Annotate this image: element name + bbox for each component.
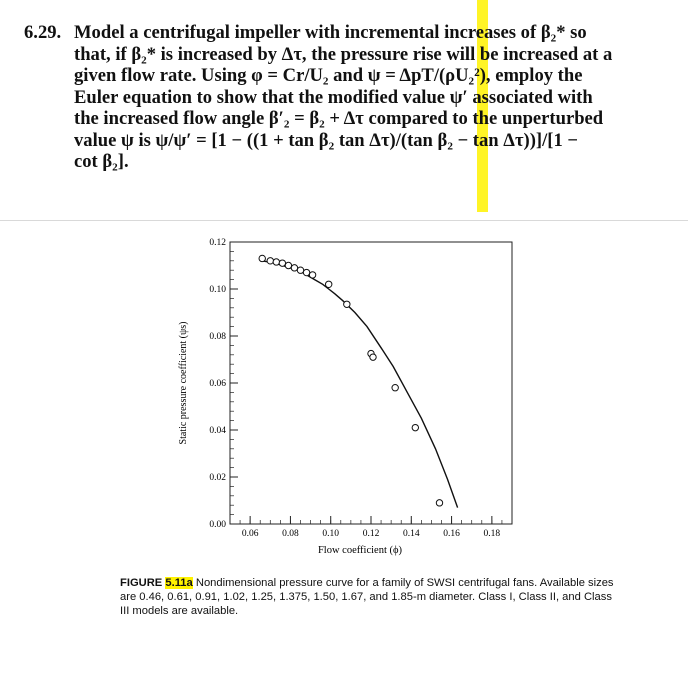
problem-line-1: [24, 22, 664, 44]
data-point-marker: [279, 260, 285, 266]
x-tick-label: 0.10: [322, 529, 340, 539]
plot-frame: [230, 242, 512, 524]
problem-number: 6.29.: [24, 22, 62, 43]
chart-ticks: [209, 238, 512, 539]
y-tick-label: 0.02: [209, 473, 226, 483]
y-tick-label: 0.06: [209, 379, 226, 389]
x-tick-label: 0.14: [402, 529, 420, 539]
x-axis-label: Flow coefficient (ϕ): [317, 545, 403, 556]
problem-line-2: that, if β₂* is increased by Δτ, the pressure rise will be increased at a: [74, 43, 613, 65]
data-point-marker: [285, 262, 291, 268]
data-point-marker: [326, 281, 332, 287]
problem-line-6: value ψ is ψ/ψ′ = [1 − ((1 + tan β₂ tan Δτ)/(tan β₂ − tan Δτ))]/[1 −: [74, 129, 578, 151]
data-point-marker: [259, 255, 265, 261]
caption-label: FIGURE: [120, 577, 163, 589]
problem-line-7: cot β₂].: [74, 151, 129, 172]
data-point-marker: [267, 258, 273, 264]
series-line: [262, 261, 457, 508]
problem-statement: [24, 22, 664, 173]
figure-caption: [120, 576, 620, 618]
chart-axes: [230, 242, 512, 524]
problem-line-3: given flow rate. Using φ = Cr/U₂ and ψ = ΔpT/(ρU₂²), employ the: [74, 65, 583, 86]
chart-markers: [259, 255, 443, 506]
data-point-marker: [291, 265, 297, 271]
data-point-marker: [297, 267, 303, 273]
y-tick-label: 0.10: [209, 285, 226, 295]
data-point-marker: [344, 301, 350, 307]
chart-curve: [262, 261, 457, 508]
y-tick-label: 0.12: [209, 238, 226, 248]
y-axis-label: Static pressure coefficient (ψs): [178, 321, 189, 445]
x-tick-label: 0.06: [241, 529, 259, 539]
section-divider: [0, 220, 688, 221]
y-tick-label: 0.08: [209, 332, 226, 342]
data-point-marker: [436, 500, 442, 506]
y-tick-label: 0.04: [209, 426, 226, 436]
problem-line-5: the increased flow angle β′₂ = β₂ + Δτ compared to the unperturbed: [74, 108, 604, 129]
data-point-marker: [303, 269, 309, 275]
problem-line-4: Euler equation to show that the modified value ψ′ associated with: [74, 86, 593, 108]
pressure-curve-chart: [170, 228, 530, 568]
data-point-marker: [309, 272, 315, 278]
caption-text: Nondimensional pressure curve for a family of SWSI centrifugal fans. Available sizes are 0.46, 0.61, 0.91, 1.02, 1.25, 1.375, 1.50, 1.67, and 1.85-m diameter. Class I, Class II, and Class III models are available.: [120, 577, 614, 617]
y-tick-label: 0.00: [209, 520, 226, 530]
data-point-marker: [392, 385, 398, 391]
data-point-marker: [273, 259, 279, 265]
data-point-marker: [412, 424, 418, 430]
x-tick-label: 0.08: [282, 529, 299, 539]
problem-text-line: Model a centrifugal impeller with incremental increases of β₂* so: [74, 22, 587, 43]
x-tick-label: 0.12: [362, 529, 380, 539]
x-tick-label: 0.16: [443, 529, 460, 539]
x-tick-label: 0.18: [483, 529, 501, 539]
caption-figure-number: 5.11a: [165, 577, 193, 589]
data-point-marker: [370, 354, 376, 360]
